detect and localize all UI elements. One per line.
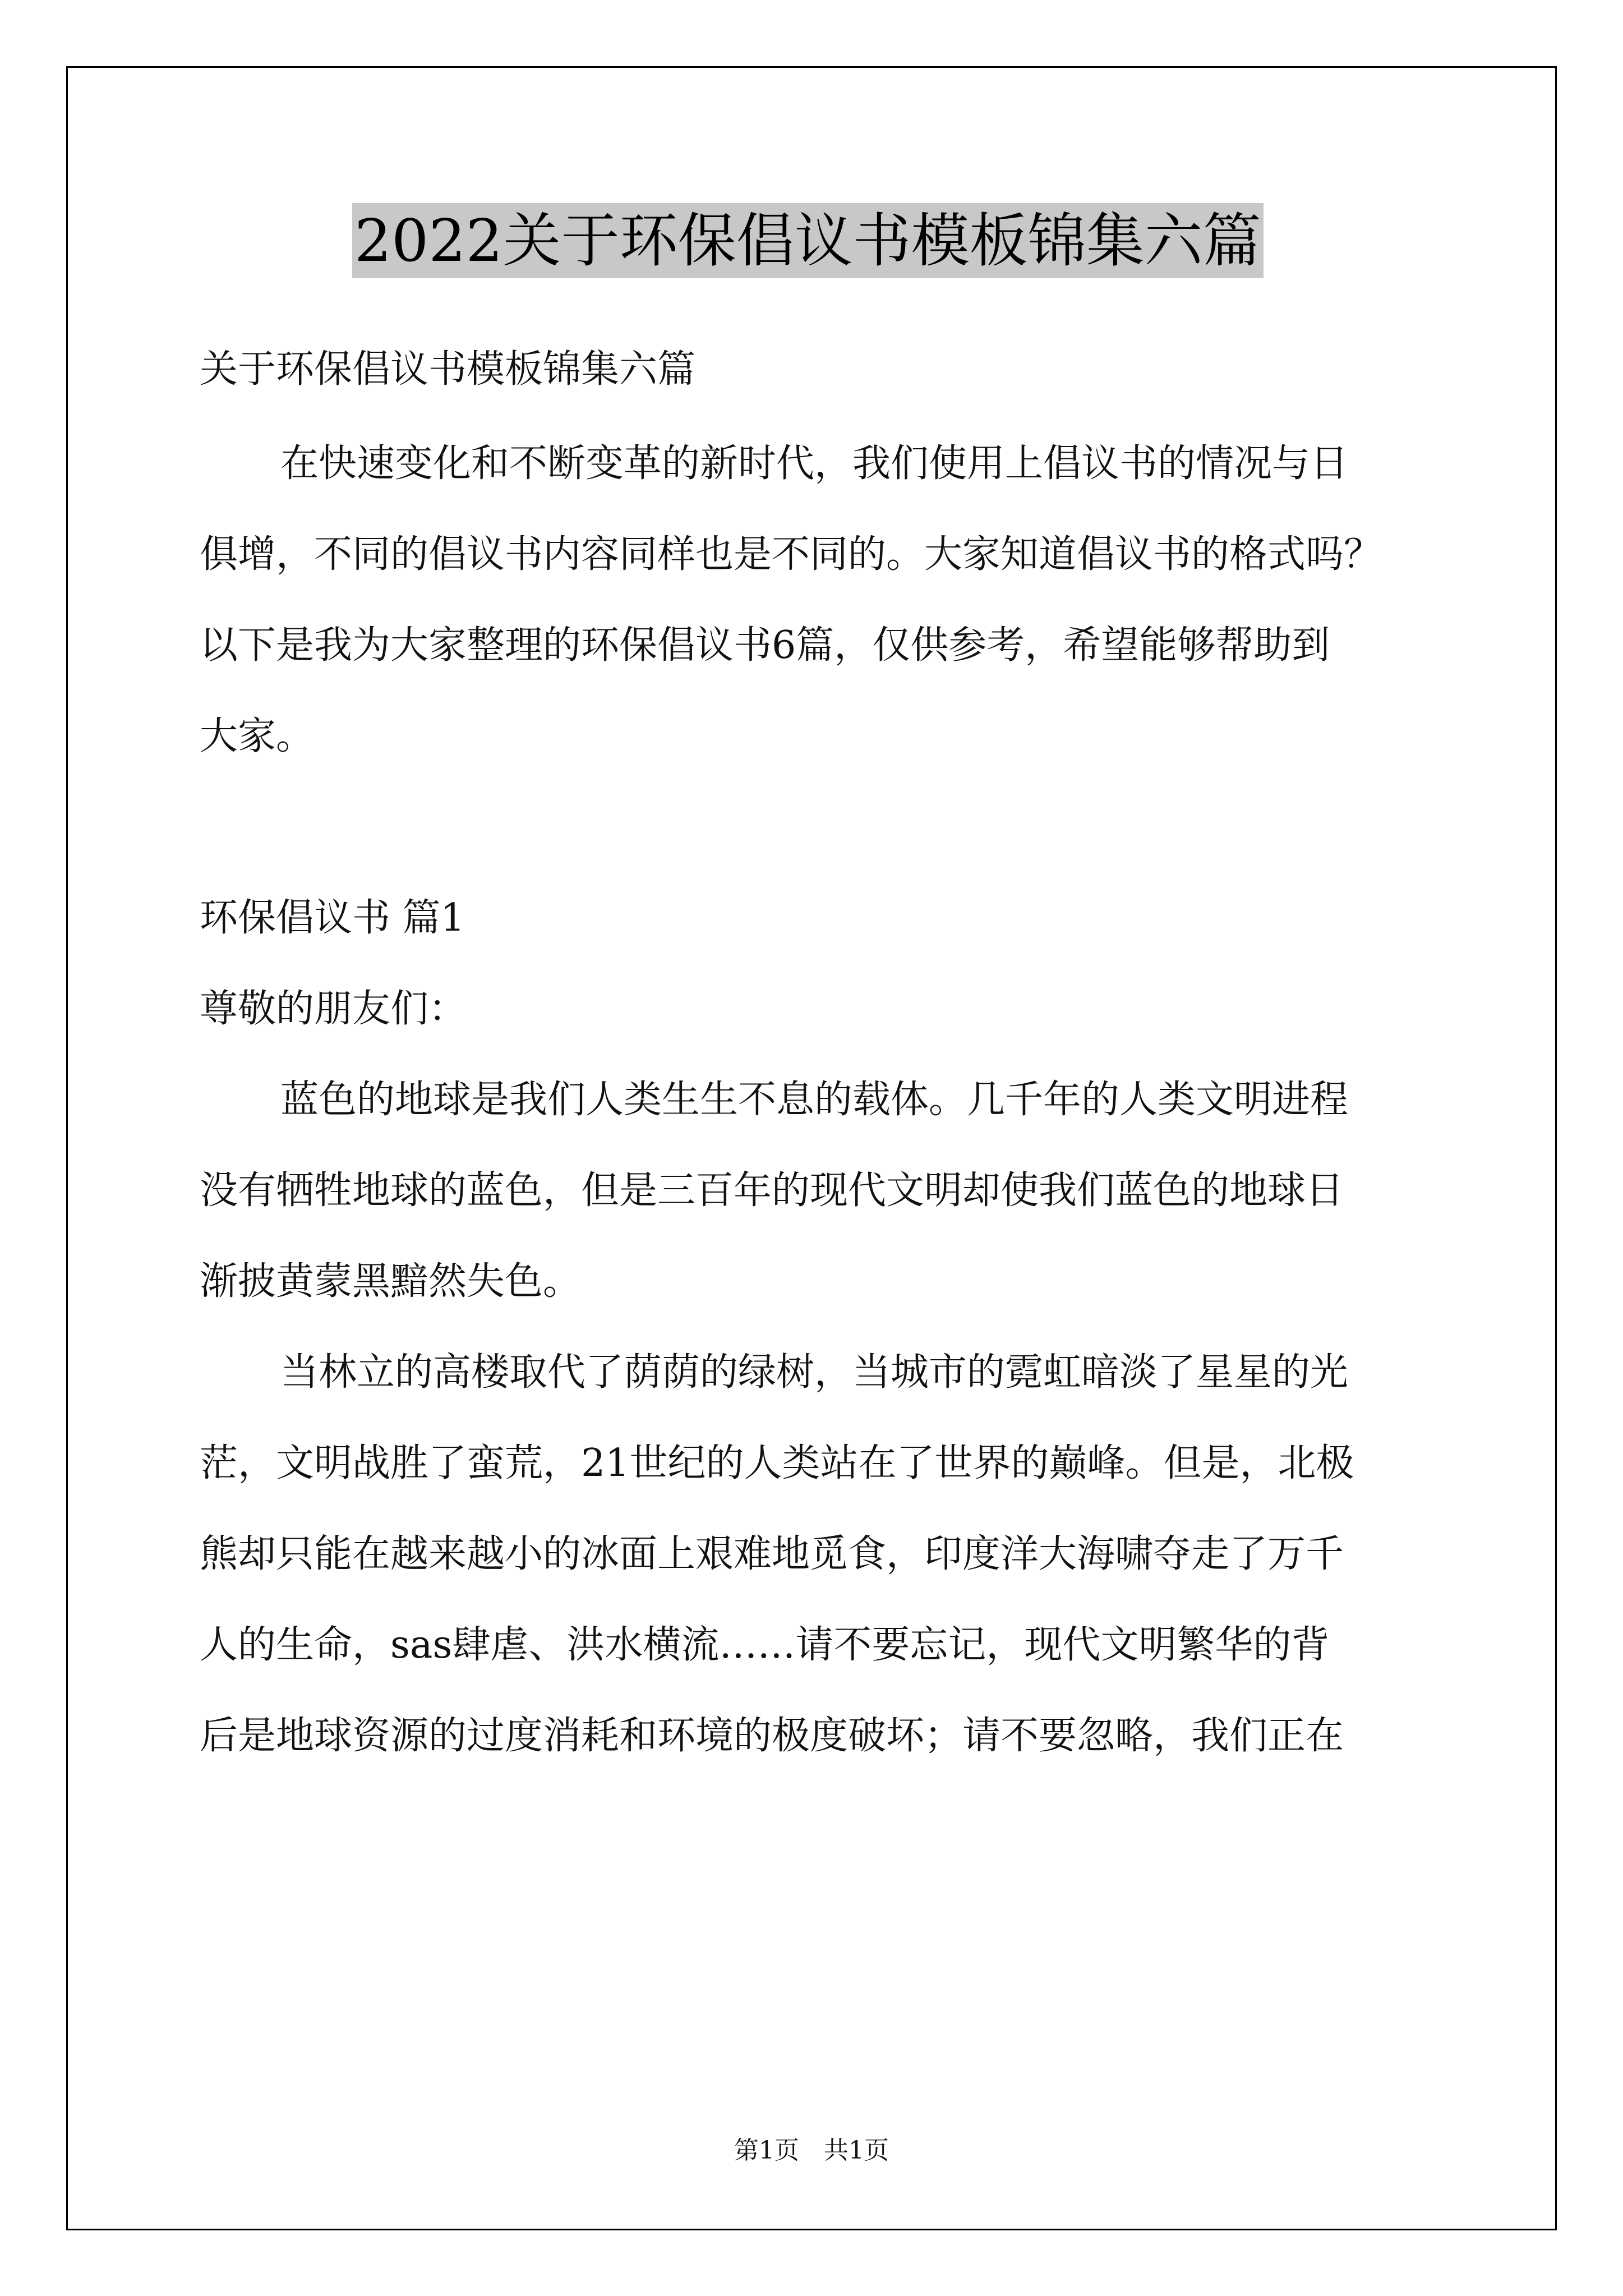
intro-heading: 关于环保倡议书模板锦集六篇 <box>200 347 696 392</box>
section-heading: 环保倡议书 篇1 <box>200 896 465 940</box>
paragraph-line: 茫，文明战胜了蛮荒，21世纪的人类站在了世界的巅峰。但是，北极 <box>200 1441 1354 1485</box>
paragraph-line: 蓝色的地球是我们人类生生不息的载体。几千年的人类文明进程 <box>280 1078 1349 1122</box>
paragraph-line: 以下是我为大家整理的环保倡议书6篇，仅供参考，希望能够帮助到 <box>200 623 1330 668</box>
paragraph-line: 人的生命，sas肆虐、洪水横流……请不要忘记，现代文明繁华的背 <box>200 1623 1330 1667</box>
paragraph-line: 后是地球资源的过度消耗和环境的极度破坏；请不要忽略，我们正在 <box>200 1714 1344 1758</box>
paragraph-line: 俱增，不同的倡议书内容同样也是不同的。大家知道倡议书的格式吗？ <box>200 532 1382 577</box>
paragraph-line: 没有牺牲地球的蓝色，但是三百年的现代文明却使我们蓝色的地球日 <box>200 1168 1344 1213</box>
paragraph-line: 在快速变化和不断变革的新时代，我们使用上倡议书的情况与日 <box>280 441 1349 486</box>
salutation: 尊敬的朋友们： <box>200 987 467 1031</box>
paragraph-line: 大家。 <box>200 714 315 758</box>
page-footer: 第1页 共1页 <box>734 2136 889 2165</box>
document-title: 2022关于环保倡议书模板锦集六篇 <box>352 203 1264 278</box>
paragraph-line: 渐披黄蒙黑黯然失色。 <box>200 1259 582 1304</box>
paragraph-line: 熊却只能在越来越小的冰面上艰难地觅食，印度洋大海啸夺走了万千 <box>200 1532 1344 1576</box>
paragraph-line: 当林立的高楼取代了荫荫的绿树，当城市的霓虹暗淡了星星的光 <box>280 1350 1349 1395</box>
